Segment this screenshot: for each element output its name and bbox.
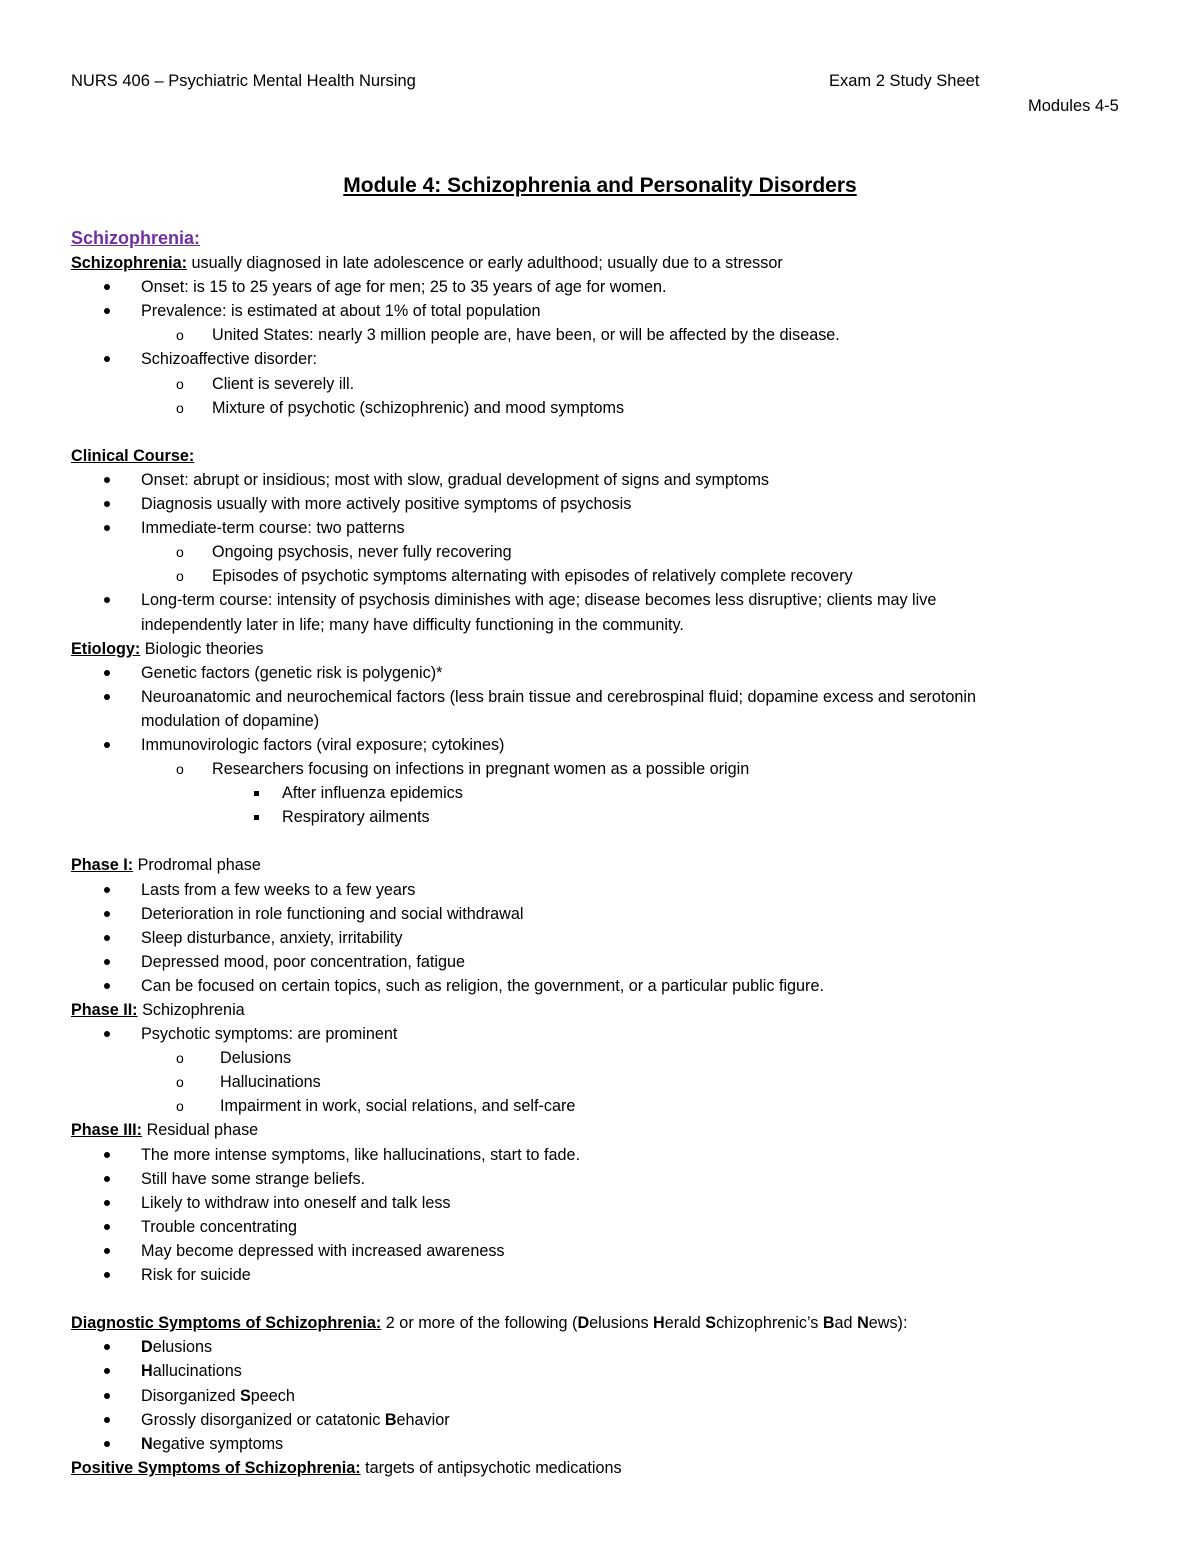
bullet-icon [104, 1031, 110, 1037]
bullet-icon [104, 1368, 110, 1374]
list-item [71, 974, 1161, 998]
list-item [71, 733, 1161, 757]
document-body [71, 226, 1161, 1480]
list-item-text: Sleep disturbance, anxiety, irritability [141, 928, 403, 947]
list-item [71, 805, 1161, 829]
circle-bullet-icon: o [176, 327, 184, 344]
list-item-text: Long-term course: intensity of psychosis diminishes with age; disease becomes less disruptive; clients may live [141, 591, 937, 610]
section-heading: Schizophrenia: [71, 228, 201, 248]
bullet-icon [104, 1393, 110, 1399]
list-item-text: Genetic factors (genetic risk is polygenic)* [141, 663, 443, 682]
bullet-icon [104, 597, 110, 603]
phase2-heading [71, 998, 1161, 1022]
mnemonic-letter: N [141, 1434, 153, 1453]
list-item [71, 1263, 1161, 1287]
bullet-icon [104, 1417, 110, 1423]
etiology-label: Etiology: [71, 639, 141, 658]
diagnostic-heading [71, 1311, 1161, 1335]
list-item [71, 1191, 1161, 1215]
diagnostic-label: Diagnostic Symptoms of Schizophrenia: [71, 1314, 382, 1333]
list-item-text: Mixture of psychotic (schizophrenic) and mood symptoms [212, 398, 625, 417]
list-item [71, 661, 1161, 685]
bullet-icon [104, 1152, 110, 1158]
spacer [71, 829, 1161, 853]
intro-line [71, 251, 1161, 275]
list-item-text: Diagnosis usually with more actively positive symptoms of psychosis [141, 495, 632, 514]
phase2-text: Schizophrenia [137, 1001, 245, 1019]
bullet-icon [104, 694, 110, 700]
list-item-text: Can be focused on certain topics, such as religion, the government, or a particular public figure. [141, 976, 824, 995]
diagnostic-text: 2 or more of the following ( [381, 1314, 578, 1333]
mnemonic-letter: D [577, 1314, 590, 1333]
list-item-text: After influenza epidemics [282, 784, 463, 803]
intro-text: usually diagnosed in late adolescence or early adulthood; usually due to a stressor [187, 254, 783, 273]
list-item-text: Delusions [220, 1049, 292, 1068]
square-bullet-icon [254, 815, 259, 820]
list-item [71, 1239, 1161, 1263]
bullet-icon [104, 1200, 110, 1206]
list-item-text: Impairment in work, social relations, and self-care [220, 1097, 576, 1116]
list-item [71, 1335, 1161, 1359]
bullet-icon [104, 308, 110, 314]
circle-bullet-icon: o [176, 399, 184, 416]
bullet-icon [104, 525, 110, 531]
spacer [71, 420, 1161, 444]
list-item-text: Grossly disorganized or catatonic [141, 1410, 385, 1429]
phase1-label: Phase I: [71, 856, 134, 875]
list-item [71, 492, 1161, 516]
list-item-text: elusions [152, 1338, 213, 1357]
header-course: NURS 406 – Psychiatric Mental Health Nursing [71, 72, 416, 90]
list-item-text: Onset: abrupt or insidious; most with slow, gradual development of signs and symptoms [141, 470, 770, 489]
list-item-text: Researchers focusing on infections in pregnant women as a possible origin [212, 760, 750, 779]
bullet-icon [104, 1248, 110, 1254]
list-item [71, 1215, 1161, 1239]
bullet-icon [104, 1176, 110, 1182]
bullet-icon [104, 1441, 110, 1447]
list-item [71, 1046, 1161, 1070]
intro-label: Schizophrenia: [71, 254, 188, 273]
list-item [71, 757, 1161, 781]
clinical-course-heading [71, 444, 1161, 468]
circle-bullet-icon: o [176, 375, 184, 392]
phase1-text: Prodromal phase [133, 856, 261, 875]
list-item-text: Likely to withdraw into oneself and talk less [141, 1193, 451, 1212]
list-item-text: Hallucinations [220, 1073, 321, 1092]
list-item-text: modulation of dopamine) [141, 711, 320, 730]
diagnostic-text: elusions [589, 1314, 654, 1333]
list-item-text: allucinations [152, 1362, 242, 1381]
square-bullet-icon [254, 791, 259, 796]
list-item [71, 926, 1161, 950]
etiology-text: Biologic theories [140, 639, 264, 658]
etiology-heading [71, 637, 1161, 661]
phase1-heading [71, 853, 1161, 877]
list-item-text: May become depressed with increased awareness [141, 1241, 505, 1260]
phase3-text: Residual phase [142, 1121, 259, 1140]
list-item-text: The more intense symptoms, like hallucinations, start to fade. [141, 1145, 581, 1164]
bullet-icon [104, 1272, 110, 1278]
list-item [71, 275, 1161, 299]
list-item-text: Ongoing psychosis, never fully recovering [212, 543, 512, 562]
mnemonic-letter: D [141, 1338, 153, 1357]
mnemonic-letter: S [239, 1386, 251, 1405]
list-item [71, 685, 1161, 709]
list-item [71, 540, 1161, 564]
list-item [71, 902, 1161, 926]
list-item [71, 1432, 1161, 1456]
mnemonic-letter: H [653, 1314, 665, 1333]
list-item-text: Immunovirologic factors (viral exposure; cytokines) [141, 735, 505, 754]
circle-bullet-icon: o [176, 1074, 184, 1091]
list-item [71, 516, 1161, 540]
list-item-text: Neuroanatomic and neurochemical factors (less brain tissue and cerebrospinal fluid; dopamine excess and serotonin [141, 687, 977, 706]
phase3-heading [71, 1118, 1161, 1142]
list-item-text: Psychotic symptoms: are prominent [141, 1025, 398, 1044]
diagnostic-text: ad [834, 1314, 858, 1333]
bullet-icon [104, 959, 110, 965]
positive-heading [71, 1456, 1161, 1480]
bullet-icon [104, 887, 110, 893]
diagnostic-text: erald [664, 1314, 706, 1333]
header-modules: Modules 4-5 [1028, 97, 1119, 115]
list-item [71, 323, 1161, 347]
list-item [71, 1143, 1161, 1167]
list-item-text: egative symptoms [152, 1434, 284, 1453]
bullet-icon [104, 1224, 110, 1230]
section-heading-line [71, 226, 1161, 251]
bullet-icon [104, 983, 110, 989]
list-item-text: Schizoaffective disorder: [141, 350, 318, 369]
list-item [71, 950, 1161, 974]
positive-text: targets of antipsychotic medications [360, 1458, 622, 1477]
list-item [71, 1070, 1161, 1094]
circle-bullet-icon: o [176, 761, 184, 778]
mnemonic-letter: S [705, 1314, 717, 1333]
circle-bullet-icon: o [176, 568, 184, 585]
list-item-text: Depressed mood, poor concentration, fatigue [141, 952, 465, 971]
list-item-continuation [71, 709, 1161, 733]
list-item-text: Trouble concentrating [141, 1217, 297, 1236]
bullet-icon [104, 1344, 110, 1350]
list-item-text: Deterioration in role functioning and social withdrawal [141, 904, 524, 923]
list-item [71, 1359, 1161, 1383]
list-item-text: Episodes of psychotic symptoms alternating with episodes of relatively complete recovery [212, 567, 853, 586]
circle-bullet-icon: o [176, 1050, 184, 1067]
bullet-icon [104, 501, 110, 507]
bullet-icon [104, 670, 110, 676]
list-item-text: Respiratory ailments [282, 808, 430, 827]
bullet-icon [104, 935, 110, 941]
list-item [71, 588, 1161, 612]
list-item-text: United States: nearly 3 million people are, have been, or will be affected by the disease. [212, 326, 840, 345]
list-item-text: Prevalence: is estimated at about 1% of total population [141, 302, 541, 321]
list-item [71, 564, 1161, 588]
list-item-text: Onset: is 15 to 25 years of age for men; 25 to 35 years of age for women. [141, 278, 667, 297]
list-item [71, 781, 1161, 805]
bullet-icon [104, 911, 110, 917]
list-item [71, 468, 1161, 492]
list-item-text: peech [250, 1386, 295, 1405]
list-item-text: independently later in life; many have difficulty functioning in the community. [141, 615, 684, 634]
diagnostic-text: ews): [868, 1314, 908, 1333]
list-item-text: Immediate-term course: two patterns [141, 519, 405, 538]
list-item [71, 396, 1161, 420]
list-item-text: Risk for suicide [141, 1266, 251, 1285]
list-item-text: ehavior [396, 1410, 450, 1429]
list-item [71, 1408, 1161, 1432]
mnemonic-letter: B [384, 1410, 397, 1429]
positive-label: Positive Symptoms of Schizophrenia: [71, 1458, 361, 1477]
list-item [71, 1167, 1161, 1191]
list-item-text: Lasts from a few weeks to a few years [141, 880, 416, 899]
header-sheet: Exam 2 Study Sheet [829, 72, 980, 90]
bullet-icon [104, 477, 110, 483]
bullet-icon [104, 284, 110, 290]
list-item [71, 372, 1161, 396]
phase3-label: Phase III: [71, 1121, 143, 1140]
mnemonic-letter: H [141, 1362, 153, 1381]
circle-bullet-icon: o [176, 1098, 184, 1115]
list-item-text: Disorganized [141, 1386, 240, 1405]
list-item [71, 299, 1161, 323]
list-item [71, 1022, 1161, 1046]
list-item [71, 878, 1161, 902]
list-item [71, 1094, 1161, 1118]
clinical-course-label: Clinical Course: [71, 446, 195, 465]
list-item [71, 347, 1161, 371]
list-item-text: Client is severely ill. [212, 374, 355, 393]
bullet-icon [104, 742, 110, 748]
circle-bullet-icon: o [176, 544, 184, 561]
phase2-label: Phase II: [71, 1001, 138, 1019]
mnemonic-letter: N [857, 1314, 869, 1333]
list-item-continuation [71, 613, 1161, 637]
list-item-text: Still have some strange beliefs. [141, 1169, 366, 1188]
spacer [71, 1287, 1161, 1311]
diagnostic-text: chizophrenic’s [716, 1314, 823, 1333]
bullet-icon [104, 356, 110, 362]
page-title: Module 4: Schizophrenia and Personality Disorders [343, 174, 857, 197]
list-item [71, 1384, 1161, 1408]
mnemonic-letter: B [822, 1314, 835, 1333]
